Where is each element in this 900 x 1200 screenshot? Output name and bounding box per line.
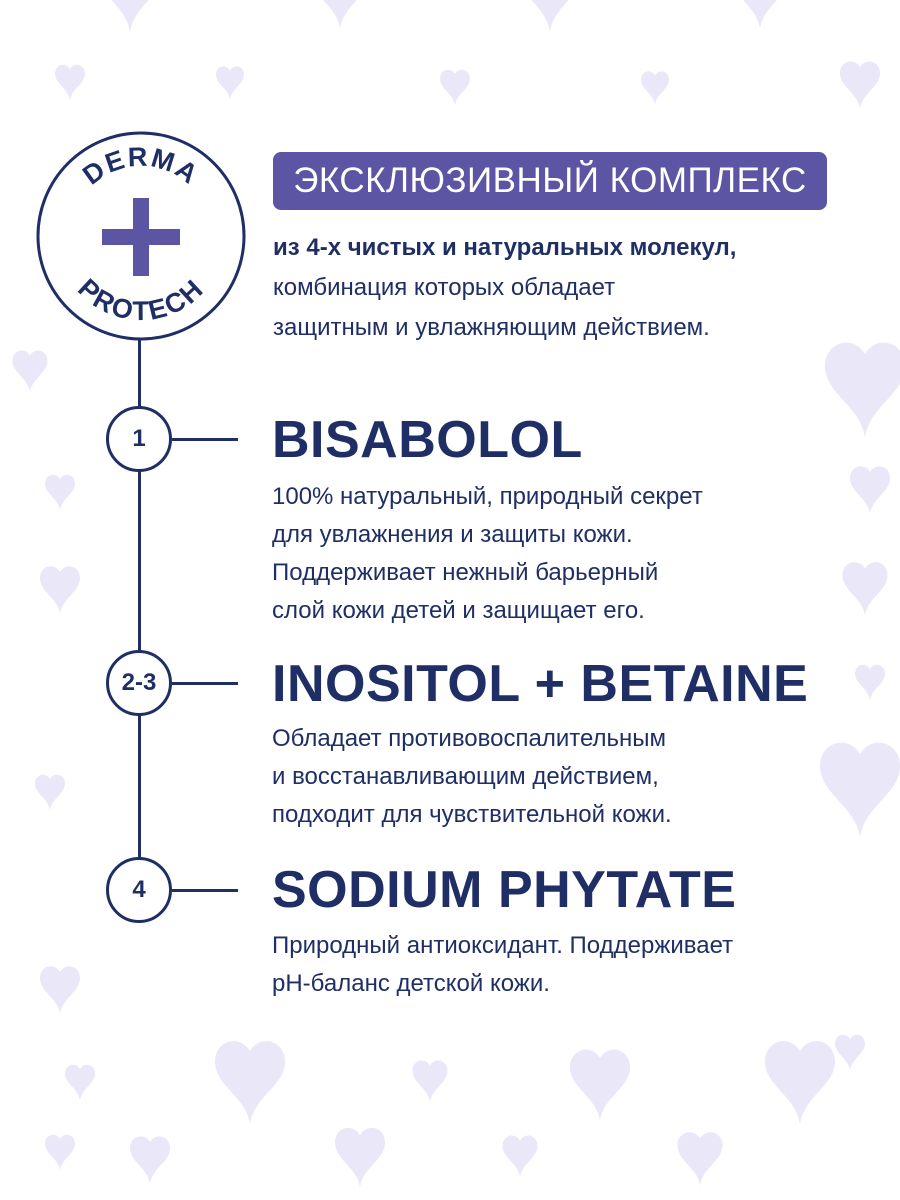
ingredient-title: INOSITOL + BETAINE xyxy=(272,655,809,713)
badge-bottom-text: PROTECH xyxy=(72,272,210,327)
description-line: для увлажнения и защиты кожи. xyxy=(272,521,633,548)
description-line: подходит для чувствительной кожи. xyxy=(272,801,672,828)
description-line: Обладает противовоспалительным xyxy=(272,725,667,752)
ingredient-description xyxy=(272,927,872,1003)
description-line: 100% натуральный, природный секрет xyxy=(272,483,703,510)
badge-top-text: DERMA xyxy=(77,141,205,191)
ingredient-title: SODIUM PHYTATE xyxy=(272,861,737,919)
description-line: Природный антиоксидант. Поддерживает xyxy=(272,932,734,959)
ingredient-description xyxy=(272,720,872,834)
step-number-circle: 1 xyxy=(106,406,172,472)
timeline-connector xyxy=(172,889,238,892)
intro-line: защитным и увлажняющим действием. xyxy=(273,314,710,341)
step-number-circle: 4 xyxy=(106,857,172,923)
complex-title-banner: ЭКСКЛЮЗИВНЫЙ КОМПЛЕКС xyxy=(273,152,827,210)
description-line: слой кожи детей и защищает его. xyxy=(272,597,645,624)
timeline-connector xyxy=(172,682,238,685)
description-line: и восстанавливающим действием, xyxy=(272,763,659,790)
intro-text xyxy=(273,228,873,348)
intro-line: комбинация которых обладает xyxy=(273,274,616,301)
derma-protech-badge xyxy=(35,130,247,342)
ingredient-description xyxy=(272,478,872,630)
intro-lead: из 4-х чистых и натуральных молекул, xyxy=(273,234,737,261)
ingredient-title: BISABOLOL xyxy=(272,411,583,469)
description-line: Поддерживает нежный барьерный xyxy=(272,559,659,586)
timeline-connector xyxy=(172,438,238,441)
step-number-circle: 2-3 xyxy=(106,650,172,716)
description-line: pH-баланс детской кожи. xyxy=(272,970,550,997)
